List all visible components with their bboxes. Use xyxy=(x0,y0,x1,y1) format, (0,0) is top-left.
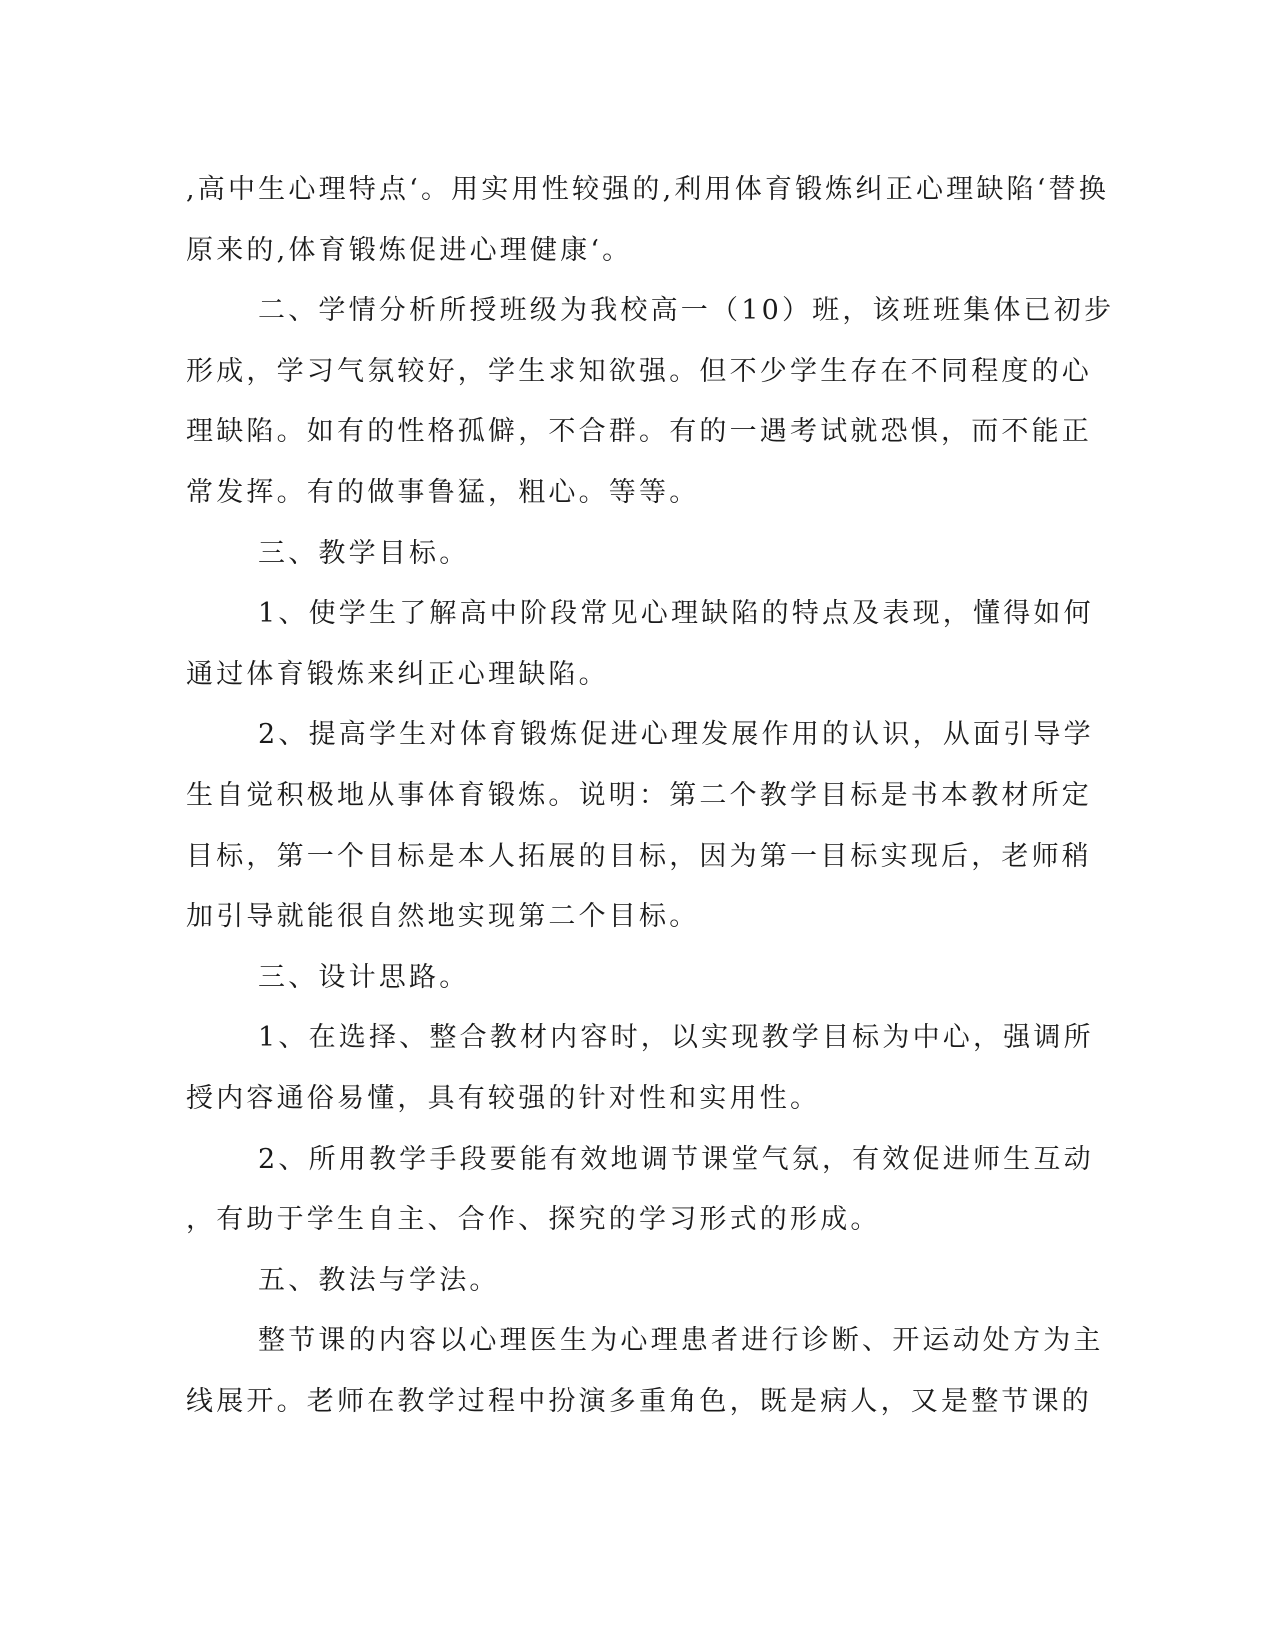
paragraph-goal-2 xyxy=(186,705,1094,947)
text-line: 二、学情分析所授班级为我校高一（10）班，该班班集体已初步 xyxy=(258,295,1115,327)
text-line: 常发挥。有的做事鲁猛，粗心。等等。 xyxy=(186,476,700,508)
paragraph-design-1 xyxy=(186,1008,1094,1129)
paragraph-learning-analysis xyxy=(186,281,1115,523)
text-line: 五、教法与学法。 xyxy=(258,1264,500,1296)
text-line: 2、提高学生对体育锻炼促进心理发展作用的认识，从面引导学 xyxy=(258,719,1094,751)
text-line: 1、使学生了解高中阶段常见心理缺陷的特点及表现，懂得如何 xyxy=(258,598,1094,630)
text-line: 形成，学习气氛较好，学生求知欲强。但不少学生存在不同程度的心 xyxy=(186,355,1092,387)
heading-methods xyxy=(186,1251,1086,1312)
paragraph-goal-1 xyxy=(186,584,1094,705)
text-line: 通过体育锻炼来纠正心理缺陷。 xyxy=(186,658,609,690)
document-body xyxy=(186,160,1115,1432)
heading-teaching-goals xyxy=(186,524,1086,585)
text-line: 整节课的内容以心理医生为心理患者进行诊断、开运动处方为主 xyxy=(258,1325,1104,1357)
text-line: 理缺陷。如有的性格孤僻，不合群。有的一遇考试就恐惧，而不能正 xyxy=(186,416,1092,448)
text-line: 生自觉积极地从事体育锻炼。说明：第二个教学目标是书本教材所定 xyxy=(186,779,1092,811)
text-line: 三、设计思路。 xyxy=(258,961,470,993)
text-line: 2、所用教学手段要能有效地调节课堂气氛，有效促进师生互动 xyxy=(258,1143,1094,1175)
text-line: 原来的,体育锻炼促进心理健康‘。 xyxy=(186,234,633,266)
text-line: 加引导就能很自然地实现第二个目标。 xyxy=(186,901,700,933)
text-line: ,高中生心理特点‘。用实用性较强的,利用体育锻炼纠正心理缺陷‘替换 xyxy=(186,174,1109,205)
text-line: 1、在选择、整合教材内容时，以实现教学目标为中心，强调所 xyxy=(258,1022,1094,1054)
text-line: 授内容通俗易懂，具有较强的针对性和实用性。 xyxy=(186,1082,821,1114)
paragraph-lesson-overview xyxy=(186,1311,1104,1432)
paragraph-continuation xyxy=(186,160,1109,281)
text-line: ，有助于学生自主、合作、探究的学习形式的形成。 xyxy=(186,1204,881,1236)
text-line: 三、教学目标。 xyxy=(258,537,470,569)
heading-design-ideas xyxy=(186,948,1086,1009)
text-line: 目标，第一个目标是本人拓展的目标，因为第一目标实现后，老师稍 xyxy=(186,840,1092,872)
paragraph-design-2 xyxy=(186,1130,1094,1251)
text-line: 线展开。老师在教学过程中扮演多重角色，既是病人，又是整节课的 xyxy=(186,1385,1092,1417)
